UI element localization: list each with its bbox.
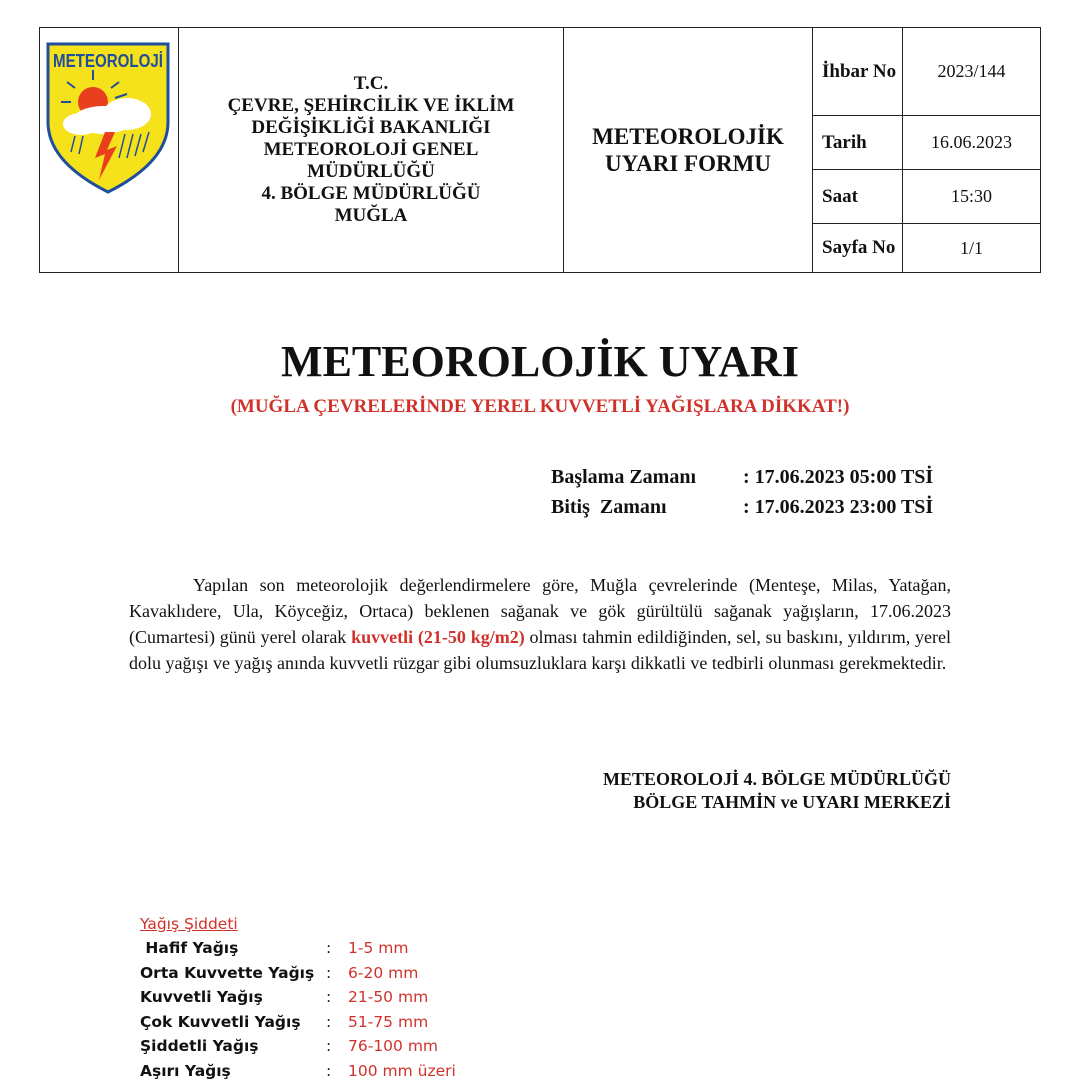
org-line: MUĞLA [228,205,515,227]
org-line: MÜDÜRLÜĞÜ [228,161,515,183]
legend-value: 1-5 mm [348,936,408,961]
legend-value: 76-100 mm [348,1034,438,1059]
meta-row-sayfa [813,224,1040,272]
meta-cell [813,28,1040,272]
form-title-cell [564,28,813,272]
legend-separator: : [326,961,348,986]
warning-times [551,462,933,522]
end-time-row [551,492,933,522]
end-time-label: Bitiş Zamanı [551,492,743,522]
legend-value: 21-50 mm [348,985,428,1010]
legend-row [140,936,456,961]
body-text-after: olması tahmin edildiğinden, sel, su baskını, yıldırım, yerel dolu yağışı ve yağış anında kuvvetli rüzgar gibi olumsuzluklara karşı dikkatli ve tedbirli olunması gerekmektedir. [129,627,951,673]
org-line: T.C. [228,73,515,95]
meta-label: Saat [813,170,903,223]
logo-cell [40,28,179,272]
legend-row [140,961,456,986]
meta-row-saat [813,170,1040,224]
legend-value: 51-75 mm [348,1010,428,1035]
org-line: ÇEVRE, ŞEHİRCİLİK VE İKLİM [228,95,515,117]
legend-label: Aşırı Yağış [140,1059,326,1083]
legend-value: 100 mm üzeri [348,1059,456,1083]
org-name-cell [179,28,564,272]
header-table [39,27,1041,273]
meta-value: 1/1 [903,224,1040,272]
legend-separator: : [326,1034,348,1059]
meta-label: İhbar No [813,28,903,115]
meta-row-tarih [813,116,1040,170]
legend-label: Orta Kuvvette Yağış [140,961,326,986]
logo-text: METEOROLOJİ [53,51,163,71]
legend-separator: : [326,1059,348,1083]
org-line: METEOROLOJİ GENEL [228,139,515,161]
body-highlight: kuvvetli (21-50 kg/m2) [351,627,525,647]
form-title-line: UYARI FORMU [592,150,784,177]
legend-row [140,1010,456,1035]
legend-label: Şiddetli Yağış [140,1034,326,1059]
legend-separator: : [326,1010,348,1035]
meta-value: 2023/144 [903,28,1040,115]
legend-label: Çok Kuvvetli Yağış [140,1010,326,1035]
org-line: 4. BÖLGE MÜDÜRLÜĞÜ [228,183,515,205]
legend-separator: : [326,936,348,961]
meteoroloji-logo [45,40,171,196]
signature-block [603,768,951,814]
signature-line: BÖLGE TAHMİN ve UYARI MERKEZİ [603,791,951,814]
meta-label: Tarih [813,116,903,169]
legend-row [140,1059,456,1083]
end-time-value: : 17.06.2023 23:00 TSİ [743,492,933,522]
legend-label: Kuvvetli Yağış [140,985,326,1010]
legend-row [140,985,456,1010]
warning-body [129,572,951,676]
legend-separator: : [326,985,348,1010]
page-title: METEOROLOJİK UYARI [0,336,1080,387]
meta-label: Sayfa No [813,224,903,272]
legend-row [140,1034,456,1059]
legend-value: 6-20 mm [348,961,418,986]
start-time-label: Başlama Zamanı [551,462,743,492]
start-time-value: : 17.06.2023 05:00 TSİ [743,462,933,492]
legend-title: Yağış Şiddeti [140,912,456,936]
legend-label: Hafif Yağış [140,936,326,961]
rain-intensity-legend [140,912,456,1083]
meta-value: 16.06.2023 [903,116,1040,169]
org-line: DEĞİŞİKLİĞİ BAKANLIĞI [228,117,515,139]
meta-value: 15:30 [903,170,1040,223]
warning-subtitle: (MUĞLA ÇEVRELERİNDE YEREL KUVVETLİ YAĞIŞLARA DİKKAT!) [0,396,1080,418]
form-title-line: METEOROLOJİK [592,123,784,150]
start-time-row [551,462,933,492]
signature-line: METEOROLOJİ 4. BÖLGE MÜDÜRLÜĞÜ [603,768,951,791]
body-text-before: Yapılan son meteorolojik değerlendirmelere göre, Muğla çevrelerinde (Menteşe, Milas, Yatağan, Kavaklıdere, Ula, Köyceğiz, Ortaca) beklenen sağanak ve gök gürültülü sağanak yağışların, 17.06.2023 (Cumartesi) günü yerel olarak [129,575,951,647]
meta-row-ihbar [813,28,1040,116]
